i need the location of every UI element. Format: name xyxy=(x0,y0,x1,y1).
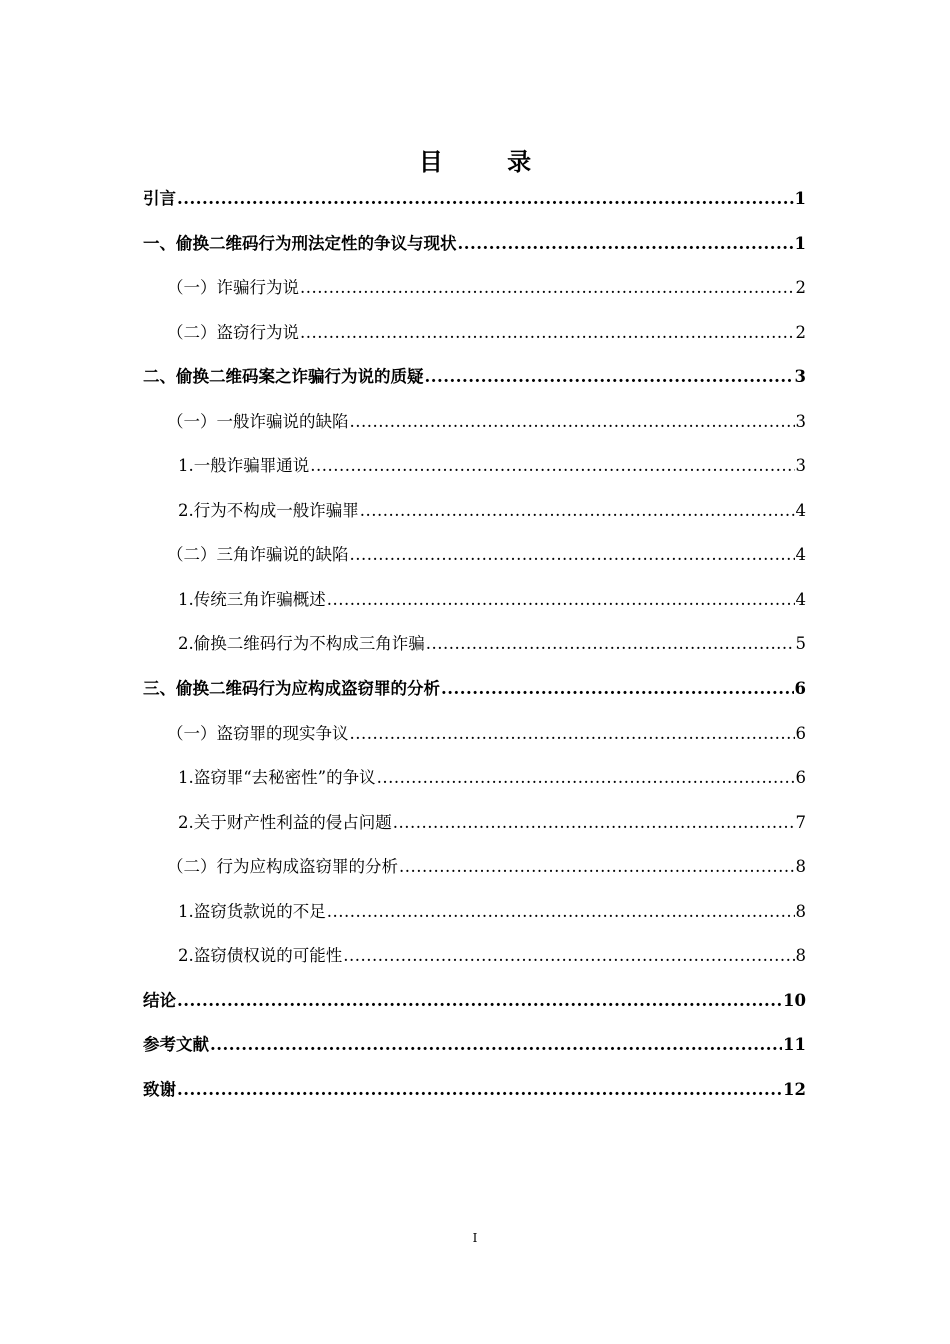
toc-entry[interactable] xyxy=(143,808,806,853)
toc-entry-label: 2.盗窃债权说的可能性 xyxy=(178,946,343,966)
toc-leader-dots xyxy=(210,1030,782,1060)
toc-entry-label: 一、偷换二维码行为刑法定性的争议与现状 xyxy=(143,233,457,253)
toc-entry[interactable] xyxy=(143,496,806,541)
toc-entry[interactable] xyxy=(143,407,806,452)
toc-entry-page: 3 xyxy=(795,456,806,476)
toc-entry[interactable] xyxy=(143,318,806,363)
toc-entry[interactable] xyxy=(143,852,806,897)
toc-entry[interactable] xyxy=(143,629,806,674)
toc-entry-page: 10 xyxy=(783,990,806,1010)
toc-entry-label: （二）行为应构成盗窃罪的分析 xyxy=(167,857,398,877)
toc-entry-label: 1.一般诈骗罪通说 xyxy=(178,456,310,476)
toc-leader-dots xyxy=(360,496,795,526)
toc-entry-page: 3 xyxy=(795,411,806,431)
toc-entry[interactable] xyxy=(143,451,806,496)
toc-leader-dots xyxy=(399,852,795,882)
toc-entry-page: 8 xyxy=(795,946,806,966)
toc-entry-page: 7 xyxy=(795,812,806,832)
toc-leader-dots xyxy=(327,585,795,615)
toc-entry-page: 8 xyxy=(795,857,806,877)
toc-entry-label: （二）盗窃行为说 xyxy=(167,322,299,342)
toc-entry-page: 4 xyxy=(795,500,806,520)
toc-entry[interactable] xyxy=(143,184,806,229)
toc-entry-page: 2 xyxy=(795,322,806,342)
toc-leader-dots xyxy=(300,318,795,348)
toc-leader-dots xyxy=(393,808,795,838)
toc-entry-label: 2.关于财产性利益的侵占问题 xyxy=(178,812,392,832)
toc-leader-dots xyxy=(350,540,795,570)
toc-entry[interactable] xyxy=(143,585,806,630)
toc-leader-dots xyxy=(177,986,782,1016)
toc-entry-page: 4 xyxy=(795,589,806,609)
toc-entry-label: （一）盗窃罪的现实争议 xyxy=(167,723,349,743)
toc-entry-label: 2.偷换二维码行为不构成三角诈骗 xyxy=(178,634,425,654)
toc-entry-label: 1.盗窃货款说的不足 xyxy=(178,901,326,921)
toc-entry-label: 引言 xyxy=(143,189,176,208)
toc-entry-label: 1.传统三角诈骗概述 xyxy=(178,589,326,609)
toc-entry[interactable] xyxy=(143,540,806,585)
toc-entry-page: 6 xyxy=(795,768,806,788)
toc-entry-page: 12 xyxy=(783,1079,806,1099)
toc-leader-dots xyxy=(343,941,794,971)
toc-entry[interactable] xyxy=(143,763,806,808)
toc-entry[interactable] xyxy=(143,273,806,318)
toc-entry-page: 5 xyxy=(795,634,806,654)
toc-entry-label: （二）三角诈骗说的缺陷 xyxy=(167,545,349,565)
toc-entry[interactable] xyxy=(143,362,806,407)
toc-entry-page: 8 xyxy=(795,901,806,921)
toc-entry[interactable] xyxy=(143,1030,806,1075)
toc-leader-dots xyxy=(350,719,795,749)
toc-entry-label: 三、偷换二维码行为应构成盗窃罪的分析 xyxy=(143,679,440,699)
toc-entry-label: （一）诈骗行为说 xyxy=(167,278,299,298)
toc-entry-label: 1.盗窃罪“去秘密性”的争议 xyxy=(178,768,376,788)
toc-entry-page: 2 xyxy=(795,278,806,298)
toc-entry-page: 3 xyxy=(794,367,806,387)
toc-leader-dots xyxy=(310,451,794,481)
toc-entry-page: 6 xyxy=(794,679,806,699)
toc-leader-dots xyxy=(377,763,795,793)
toc-entry-page: 1 xyxy=(794,233,806,253)
toc-entry-page: 11 xyxy=(783,1035,806,1055)
toc-leader-dots xyxy=(425,362,794,392)
toc-title: 目 录 xyxy=(418,147,560,176)
toc-leader-dots xyxy=(177,1075,782,1105)
toc-leader-dots xyxy=(300,273,795,303)
toc-entry-page: 6 xyxy=(795,723,806,743)
toc-entry-label: 参考文献 xyxy=(143,1035,209,1055)
toc-leader-dots xyxy=(458,229,794,259)
toc-leader-dots xyxy=(441,674,794,704)
toc-entry-page: 1 xyxy=(794,189,806,208)
toc-entry-label: 2.行为不构成一般诈骗罪 xyxy=(178,500,359,520)
toc-entry[interactable] xyxy=(143,229,806,274)
toc-entry-label: 结论 xyxy=(143,990,176,1010)
toc-leader-dots xyxy=(426,629,795,659)
toc-leader-dots xyxy=(350,407,795,437)
toc-entry[interactable] xyxy=(143,986,806,1031)
toc-entry-label: 二、偷换二维码案之诈骗行为说的质疑 xyxy=(143,367,424,387)
page-number: I xyxy=(472,1231,478,1245)
toc-entry-page: 4 xyxy=(795,545,806,565)
toc-leader-dots xyxy=(177,184,794,214)
toc-entry[interactable] xyxy=(143,897,806,942)
toc-entry[interactable] xyxy=(143,1075,806,1120)
toc-entry-label: （一）一般诈骗说的缺陷 xyxy=(167,411,349,431)
toc-entry-label: 致谢 xyxy=(143,1079,176,1099)
toc-entry[interactable] xyxy=(143,674,806,719)
toc-list xyxy=(143,184,806,1119)
toc-entry[interactable] xyxy=(143,941,806,986)
toc-entry[interactable] xyxy=(143,719,806,764)
toc-leader-dots xyxy=(327,897,795,927)
